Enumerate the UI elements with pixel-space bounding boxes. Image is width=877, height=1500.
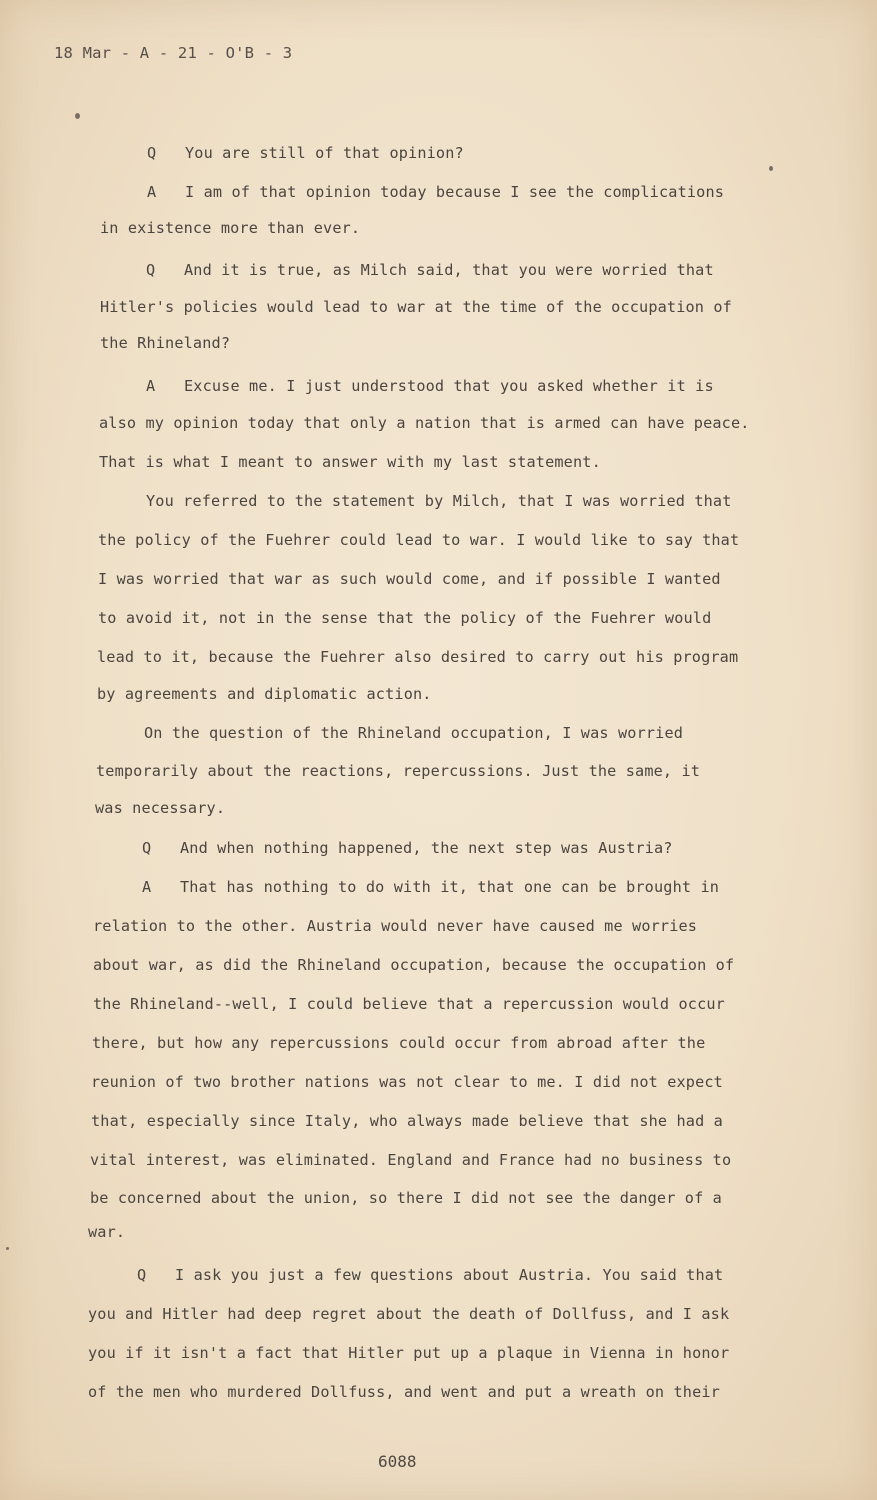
transcript-line: [100, 219, 360, 237]
transcript-line: [93, 956, 734, 974]
transcript-line: [88, 1305, 729, 1323]
speaker-label: Q: [137, 1266, 147, 1284]
transcript-line: [98, 531, 739, 549]
transcript-line: [99, 414, 750, 432]
transcript-line: [88, 1344, 729, 1362]
line-text: reunion of two brother nations was not clear to me. I did not expect: [91, 1073, 723, 1091]
transcript-line: [144, 724, 683, 742]
transcript-line: [91, 1073, 723, 1091]
line-text: You referred to the statement by Milch, that I was worried that: [146, 492, 732, 510]
speaker-label: Q: [147, 144, 157, 162]
line-text: you and Hitler had deep regret about the death of Dollfuss, and I ask: [88, 1305, 730, 1323]
ink-speck: [75, 113, 80, 119]
line-text: vital interest, was eliminated. England and France had no business to: [90, 1151, 732, 1169]
line-text: by agreements and diplomatic action.: [97, 685, 432, 703]
line-text: you if it isn't a fact that Hitler put up a plaque in Vienna in honor: [88, 1344, 730, 1362]
transcript-line: [88, 1223, 125, 1241]
transcript-line: [142, 839, 673, 857]
line-text: the Rhineland?: [100, 334, 231, 352]
line-text: That has nothing to do with it, that one can be brought in: [180, 878, 720, 896]
transcript-line: [147, 144, 464, 162]
line-text: And it is true, as Milch said, that you were worried that: [184, 261, 714, 279]
line-text: I was worried that war as such would come, and if possible I wanted: [98, 570, 721, 588]
line-text: Hitler's policies would lead to war at the time of the occupation of: [100, 298, 732, 316]
line-text: I ask you just a few questions about Austria. You said that: [175, 1266, 724, 1284]
transcript-line: [98, 609, 711, 627]
speaker-label: Q: [142, 839, 152, 857]
ink-speck: [6, 1247, 9, 1250]
transcript-line: [100, 334, 230, 352]
transcript-line: [146, 492, 732, 510]
line-text: the Rhineland--well, I could believe that a repercussion would occur: [93, 995, 725, 1013]
transcript-line: [137, 1266, 723, 1284]
line-text: That is what I meant to answer with my last statement.: [99, 453, 601, 471]
line-text: be concerned about the union, so there I did not see the danger of a: [90, 1189, 722, 1207]
transcript-line: [90, 1189, 722, 1207]
transcript-line: [88, 1383, 720, 1401]
speaker-label: A: [147, 183, 157, 201]
line-text: the policy of the Fuehrer could lead to war. I would like to say that: [98, 531, 740, 549]
transcript-line: [93, 917, 697, 935]
transcript-line: [91, 1112, 723, 1130]
transcript-line: [95, 799, 225, 817]
transcript-line: [142, 878, 719, 896]
line-text: to avoid it, not in the sense that the policy of the Fuehrer would: [98, 609, 712, 627]
line-text: about war, as did the Rhineland occupation, because the occupation of: [93, 956, 735, 974]
speaker-label: A: [146, 377, 156, 395]
transcript-line: [99, 453, 601, 471]
transcript-line: [97, 648, 738, 666]
transcript-line: [147, 183, 724, 201]
line-text: also my opinion today that only a nation that is armed can have peace.: [99, 414, 750, 432]
line-text: And when nothing happened, the next step was Austria?: [180, 839, 673, 857]
line-text: of the men who murdered Dollfuss, and went and put a wreath on their: [88, 1383, 720, 1401]
line-text: temporarily about the reactions, repercussions. Just the same, it: [96, 762, 701, 780]
speaker-label: A: [142, 878, 152, 896]
page-header: 18 Mar - A - 21 - O'B - 3: [54, 44, 293, 62]
speaker-label: Q: [146, 261, 156, 279]
line-text: relation to the other. Austria would never have caused me worries: [93, 917, 698, 935]
transcript-line: [93, 995, 725, 1013]
transcript-line: [100, 298, 732, 316]
transcript-line: [97, 685, 432, 703]
transcript-line: [146, 377, 714, 395]
line-text: On the question of the Rhineland occupation, I was worried: [144, 724, 684, 742]
transcript-line: [96, 762, 700, 780]
page-number: 6088: [378, 1452, 417, 1471]
line-text: You are still of that opinion?: [185, 144, 464, 162]
line-text: I am of that opinion today because I see the complications: [185, 183, 725, 201]
line-text: war.: [88, 1223, 126, 1241]
transcript-line: [92, 1034, 705, 1052]
transcript-line: [98, 570, 721, 588]
line-text: Excuse me. I just understood that you asked whether it is: [184, 377, 714, 395]
line-text: was necessary.: [95, 799, 226, 817]
transcript-line: [146, 261, 714, 279]
transcript-line: [90, 1151, 731, 1169]
ink-speck: [769, 166, 773, 171]
line-text: that, especially since Italy, who always made believe that she had a: [91, 1112, 723, 1130]
line-text: in existence more than ever.: [100, 219, 361, 237]
line-text: lead to it, because the Fuehrer also desired to carry out his program: [97, 648, 739, 666]
line-text: there, but how any repercussions could occur from abroad after the: [92, 1034, 706, 1052]
